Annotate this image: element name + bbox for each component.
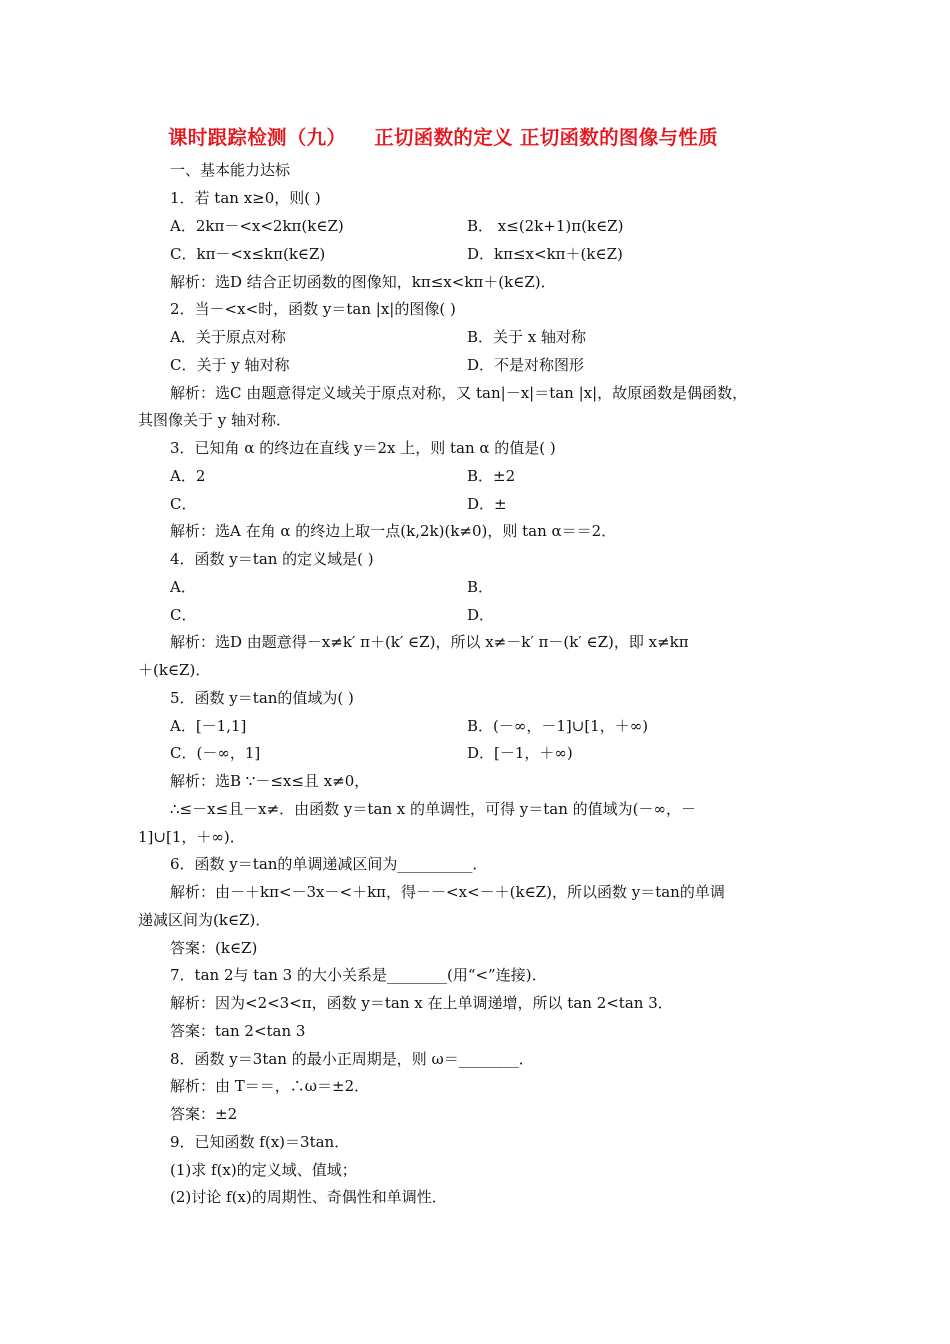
text-line: 2．当－<x<时，函数 y＝tan |x|的图像( ) [170, 300, 456, 318]
text-line: 解析：由－＋kπ<－3x－<＋kπ，得－－<x<－＋(k∈Z)，所以函数 y＝tan的单调 [170, 883, 725, 901]
text-line: 5．函数 y＝tan的值域为( ) [170, 689, 354, 707]
title-topic: 正切函数的定义 正切函数的图像与性质 [374, 126, 718, 149]
text-line: ＋(k∈Z)． [138, 661, 211, 679]
text-line: 递减区间为(k∈Z)． [138, 911, 271, 929]
text-line: 解析：选C 由题意得定义域关于原点对称，又 tan|－x|＝tan |x|，故原函数是偶函数， [170, 384, 748, 402]
text-line: 8．函数 y＝3tan 的最小正周期是，则 ω＝________． [170, 1050, 534, 1068]
text-line: B．±2 [467, 467, 516, 485]
text-line: B．关于 x 轴对称 [467, 328, 587, 346]
text-line: 6．函数 y＝tan的单调递减区间为__________． [170, 855, 488, 873]
text-line: D． [467, 606, 495, 624]
text-line: 其图像关于 y 轴对称． [138, 411, 292, 429]
text-line: C． [170, 495, 197, 513]
text-line: B． x≤(2k+1)π(k∈Z) [467, 217, 624, 235]
text-line: 解析：由 T＝＝，∴ω＝±2． [170, 1077, 370, 1095]
text-line: D．[－1，＋∞) [467, 744, 573, 762]
text-line: C．(－∞，1] [170, 744, 261, 762]
text-line: 答案：±2 [170, 1105, 238, 1123]
text-line: ∴≤－x≤且－x≠．由函数 y＝tan x 的单调性，可得 y＝tan 的值域为(－∞，－ [170, 800, 697, 818]
text-line: B．(－∞，－1]∪[1，＋∞) [467, 717, 649, 735]
text-line: A．[－1,1] [170, 717, 247, 735]
text-line: 9．已知函数 f(x)＝3tan． [170, 1133, 350, 1151]
text-line: D．± [467, 495, 507, 513]
text-line: 解析：因为<2<3<π，函数 y＝tan x 在上单调递增，所以 tan 2<tan 3． [170, 994, 673, 1012]
text-line: 1]∪[1，＋∞)． [138, 828, 245, 846]
text-line: 答案：tan 2<tan 3 [170, 1022, 306, 1040]
text-line: A． [170, 578, 196, 596]
text-line: (1)求 f(x)的定义域、值域； [170, 1161, 357, 1179]
text-line: 解析：选A 在角 α 的终边上取一点(k,2k)(k≠0)，则 tan α＝＝2． [170, 522, 617, 540]
text-line: 解析：选B ∵－≤x≤且 x≠0， [170, 772, 370, 790]
text-line: 解析：选D 由题意得－x≠k′ π＋(k′ ∈Z)，所以 x≠－k′ π－(k′ ∈Z)，即 x≠kπ [170, 633, 689, 651]
text-line: 1．若 tan x≥0，则( ) [170, 189, 321, 207]
text-line: 答案：(k∈Z) [170, 939, 258, 957]
title-series: 课时跟踪检测（九） [168, 126, 347, 149]
text-line: C．kπ－<x≤kπ(k∈Z) [170, 245, 326, 263]
text-line: D．不是对称图形 [467, 356, 585, 374]
text-line: 解析：选D 结合正切函数的图像知，kπ≤x<kπ＋(k∈Z)． [170, 273, 556, 291]
text-line: A．2 [170, 467, 206, 485]
text-line: 3．已知角 α 的终边在直线 y＝2x 上，则 tan α 的值是( ) [170, 439, 556, 457]
text-line: (2)讨论 f(x)的周期性、奇偶性和单调性． [170, 1188, 447, 1206]
document-title [168, 122, 808, 150]
text-line: A．2kπ－<x<2kπ(k∈Z) [170, 217, 344, 235]
text-line: 一、基本能力达标 [170, 161, 291, 179]
text-line: A．关于原点对称 [170, 328, 286, 346]
text-line: B． [467, 578, 494, 596]
text-line: C．关于 y 轴对称 [170, 356, 290, 374]
text-line: D．kπ≤x<kπ＋(k∈Z) [467, 245, 623, 263]
text-line: C． [170, 606, 197, 624]
text-line: 4．函数 y＝tan 的定义域是( ) [170, 550, 374, 568]
text-line: 7．tan 2与 tan 3 的大小关系是________(用“<”连接)． [170, 966, 547, 984]
